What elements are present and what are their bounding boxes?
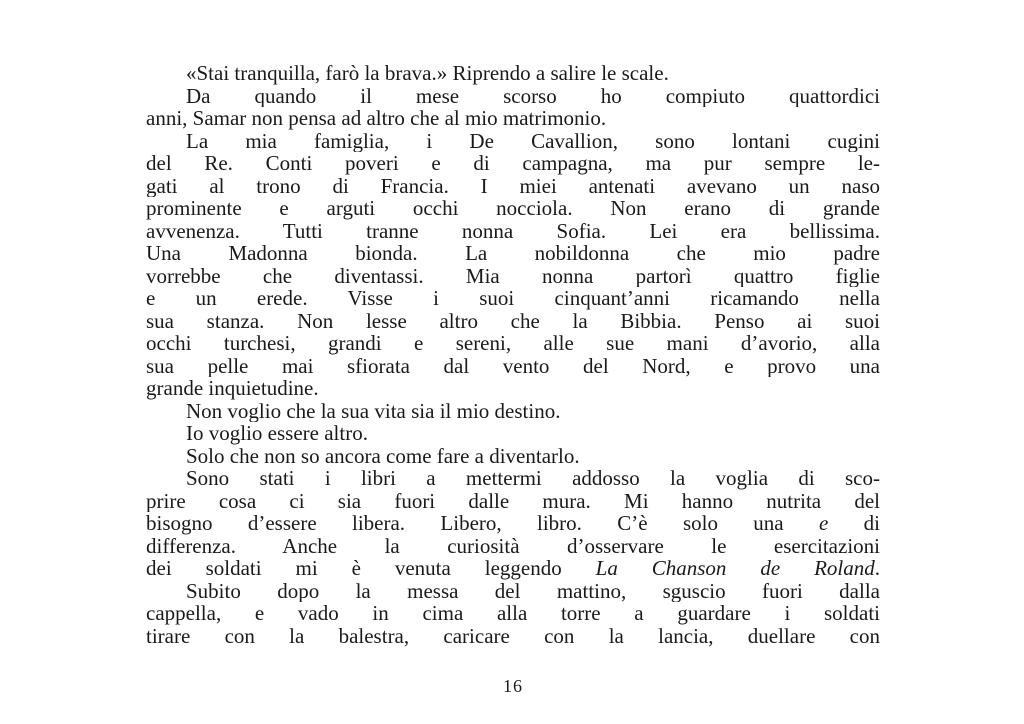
body-text: [146, 62, 880, 647]
text-line: [146, 287, 880, 310]
text-run: vorrebbe che diventassi. Mia nonna partorì quattro figlie: [146, 264, 880, 287]
text-line: [146, 242, 880, 265]
text-run: del Re. Conti poveri e di campagna, ma pur sempre le-: [146, 152, 880, 175]
text-run: anni, Samar non pensa ad altro che al mio matrimonio.: [146, 107, 607, 130]
text-run: Io voglio essere altro.: [186, 422, 368, 445]
text-line: [146, 332, 880, 355]
page-number: 16: [503, 676, 523, 696]
text-run: sua pelle mai sfiorata dal vento del Nord, e provo una: [146, 354, 880, 377]
text-run: Non voglio che la sua vita sia il mio destino.: [186, 399, 561, 422]
text-run: differenza. Anche la curiosità d’osservare le esercitazioni: [146, 534, 880, 557]
italic-text: e: [818, 512, 829, 535]
text-line: [146, 355, 880, 378]
text-run: prominente e arguti occhi nocciola. Non erano di grande: [146, 197, 880, 220]
text-run: «Stai tranquilla, farò la brava.» Riprendo a salire le scale.: [186, 62, 669, 85]
text-run: .: [874, 557, 880, 580]
text-line: [146, 580, 880, 603]
text-run: gati al trono di Francia. I miei antenati avevano un naso: [146, 174, 880, 197]
text-line: [146, 107, 880, 130]
text-line: [146, 265, 880, 288]
text-run: bisogno d’essere libera. Libero, libro. C’è solo una: [146, 512, 819, 535]
italic-text: La Chanson de Roland: [595, 557, 875, 580]
text-run: Subito dopo la messa del mattino, sguscio fuori dalla: [186, 579, 880, 602]
text-run: prire cosa ci sia fuori dalle mura. Mi hanno nutrita del: [146, 489, 880, 512]
text-run: sua stanza. Non lesse altro che la Bibbia. Penso ai suoi: [146, 309, 880, 332]
text-line: [146, 445, 880, 468]
text-line: [146, 197, 880, 220]
text-run: Da quando il mese scorso ho compiuto quattordici: [186, 84, 880, 107]
text-line: [146, 422, 880, 445]
text-run: tirare con la balestra, caricare con la lancia, duellare con: [146, 624, 880, 647]
text-line: [146, 400, 880, 423]
text-line: [146, 130, 880, 153]
text-run: e un erede. Visse i suoi cinquant’anni ricamando nella: [146, 287, 880, 310]
text-run: dei soldati mi è venuta leggendo: [146, 557, 596, 580]
text-line: [146, 535, 880, 558]
text-line: [146, 557, 880, 580]
text-line: [146, 602, 880, 625]
text-run: avvenenza. Tutti tranne nonna Sofia. Lei era bellissima.: [146, 219, 880, 242]
text-line: [146, 152, 880, 175]
text-run: grande inquietudine.: [146, 377, 319, 400]
text-line: [146, 490, 880, 513]
text-run: cappella, e vado in cima alla torre a guardare i soldati: [146, 602, 880, 625]
text-line: [146, 85, 880, 108]
text-line: [146, 310, 880, 333]
text-run: Una Madonna bionda. La nobildonna che mio padre: [146, 242, 880, 265]
text-run: di: [828, 512, 880, 535]
book-page: [146, 62, 880, 702]
text-line: [146, 220, 880, 243]
text-line: [146, 512, 880, 535]
text-run: Solo che non so ancora come fare a diventarlo.: [186, 444, 580, 467]
text-line: [146, 467, 880, 490]
text-line: [146, 625, 880, 648]
text-run: Sono stati i libri a mettermi addosso la voglia di sco-: [186, 467, 880, 490]
text-run: La mia famiglia, i De Cavallion, sono lontani cugini: [186, 129, 880, 152]
text-line: [146, 377, 880, 400]
text-line: [146, 62, 880, 85]
text-line: [146, 175, 880, 198]
text-run: occhi turchesi, grandi e sereni, alle sue mani d’avorio, alla: [146, 332, 880, 355]
